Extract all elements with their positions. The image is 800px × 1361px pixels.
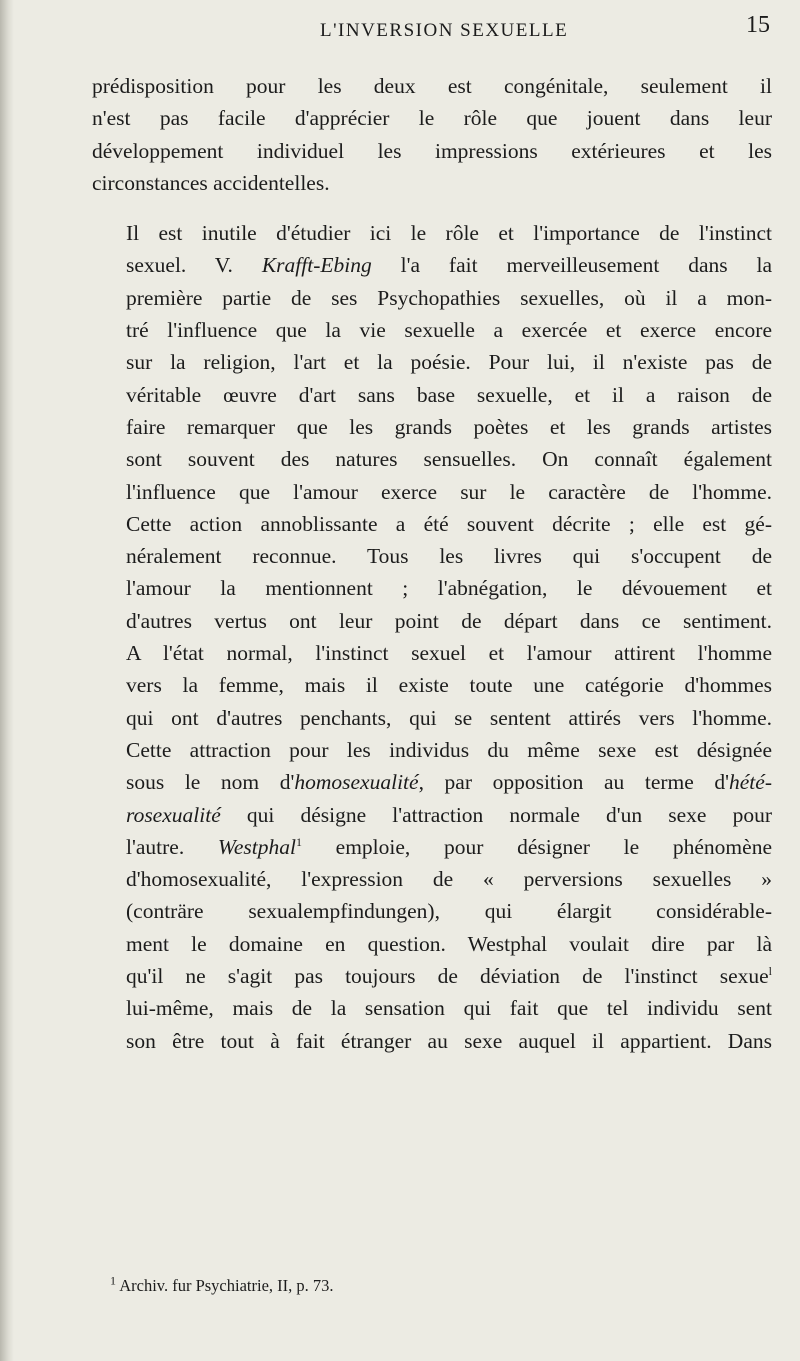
page-number: 15: [746, 12, 770, 38]
text-line: n'est pas facile d'apprécier le rôle que jouent dans leur: [92, 106, 772, 131]
text-line: développement individuel les impressions extérieures et les: [92, 138, 772, 163]
paragraph-1: [92, 70, 772, 199]
running-head: L'INVERSION SEXUELLE: [320, 20, 569, 41]
text-line: prédisposition pour les deux est congénitale, seulement il: [92, 74, 772, 98]
text-line: [92, 249, 772, 281]
text-run: l'autre.: [126, 834, 218, 859]
text-line: l'influence que l'amour exerce sur le caractère de l'homme.: [126, 479, 772, 504]
footnote-marker: 1: [295, 834, 302, 849]
text-line: [92, 766, 772, 798]
text-line: néralement reconnue. Tous les livres qui s'occupent de: [126, 544, 772, 569]
text-line: [92, 960, 772, 992]
page-header: [90, 8, 770, 52]
body-text: [92, 70, 772, 1057]
author-name: Krafft-Ebing: [261, 253, 372, 278]
italic-term: rosexualité: [126, 802, 221, 827]
text-run: qu'il ne s'agit pas toujours de déviation de l'instinct sexue: [126, 964, 769, 989]
text-line: Cette attraction pour les individus du même sexe est désignée: [126, 737, 772, 762]
italic-term: hété-: [729, 770, 772, 795]
text-line: Il est inutile d'étudier ici le rôle et l'importance de l'instinct: [126, 221, 772, 246]
text-line: A l'état normal, l'instinct sexuel et l'amour attirent l'homme: [126, 641, 772, 666]
text-run: emploie, pour désigner le phénomène: [301, 834, 772, 859]
text-line: Cette action annoblissante a été souvent décrite ; elle est gé-: [126, 511, 772, 536]
text-line: (conträre sexualempfindungen), qui élargit considérable-: [126, 899, 772, 924]
text-run: sous le nom d': [126, 770, 295, 795]
text-run: l'a fait merveilleusement dans la: [371, 253, 773, 278]
text-line: première partie de ses Psychopathies sexuelles, où il a mon-: [126, 285, 772, 310]
text-line: ment le domaine en question. Westphal voulait dire par là: [126, 931, 772, 956]
footnote: [110, 1273, 334, 1296]
text-line: sur la religion, l'art et la poésie. Pour lui, il n'existe pas de: [126, 350, 772, 375]
text-line: faire remarquer que les grands poètes et les grands artistes: [126, 414, 772, 439]
text-line: [92, 799, 772, 831]
text-run: qui désigne l'attraction normale d'un sexe pour: [220, 802, 772, 827]
italic-term: homosexualité: [294, 770, 419, 795]
text-line: d'homosexualité, l'expression de « perversions sexuelles »: [126, 867, 772, 892]
text-line: [92, 831, 772, 863]
text-run: sexuel. V.: [126, 253, 262, 278]
footnote-text: Archiv. fur Psychiatrie, II, p. 73.: [116, 1276, 334, 1295]
page-edge-shadow: [0, 0, 14, 1361]
author-name: Westphal: [217, 834, 296, 859]
text-line: tré l'influence que la vie sexuelle a exercée et exerce encore: [126, 318, 772, 343]
text-run: l: [768, 963, 772, 978]
text-line: vers la femme, mais il existe toute une catégorie d'hommes: [126, 673, 772, 698]
text-line: son être tout à fait étranger au sexe auquel il appartient. Dans: [126, 1028, 772, 1053]
text-line: circonstances accidentelles.: [92, 170, 330, 195]
footnote-number: 1: [110, 1273, 116, 1288]
text-line: lui-même, mais de la sensation qui fait que tel individu sent: [126, 996, 772, 1021]
text-line: d'autres vertus ont leur point de départ dans ce sentiment.: [126, 608, 772, 633]
text-line: qui ont d'autres penchants, qui se sentent attirés vers l'homme.: [126, 705, 772, 730]
paragraph-2: [92, 217, 772, 1057]
text-line: véritable œuvre d'art sans base sexuelle, et il a raison de: [126, 382, 772, 407]
text-line: sont souvent des natures sensuelles. On connaît également: [126, 447, 772, 472]
text-line: l'amour la mentionnent ; l'abnégation, le dévouement et: [126, 576, 772, 601]
text-run: , par opposition au terme d': [418, 770, 730, 795]
